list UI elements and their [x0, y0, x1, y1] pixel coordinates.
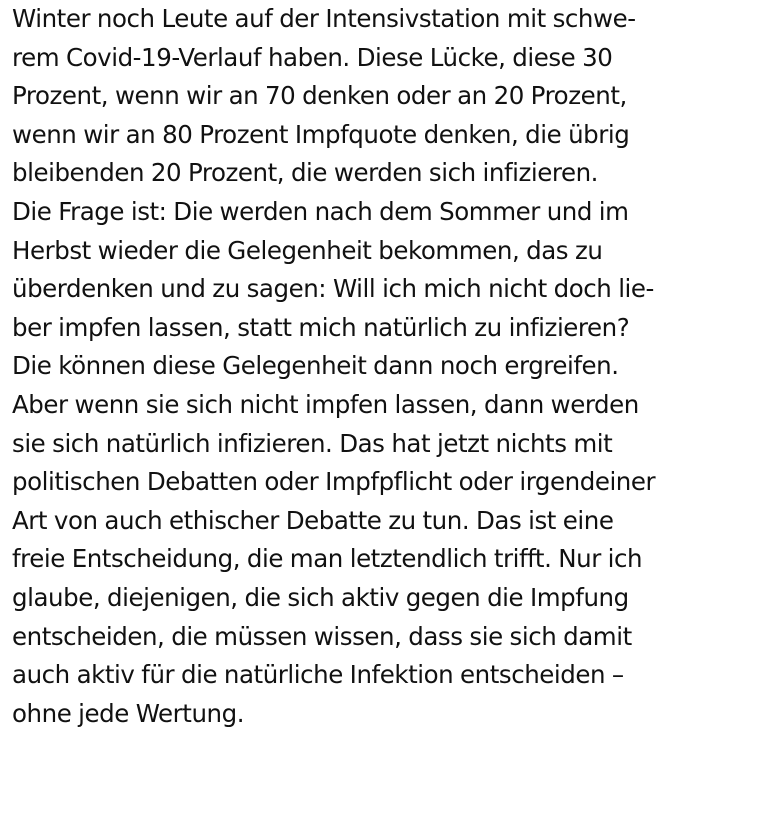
text-line: Die Frage ist: Die werden nach dem Sommer und im — [12, 196, 629, 226]
text-line: Aber wenn sie sich nicht impfen lassen, dann werden — [12, 389, 639, 419]
text-line: rem Covid-19-Verlauf haben. Diese Lücke, diese 30 — [12, 42, 613, 72]
text-line: Herbst wieder die Gelegenheit bekommen, das zu — [12, 235, 603, 265]
text-line: freie Entscheidung, die man letztendlich trifft. Nur ich — [12, 544, 643, 574]
text-line: sie sich natürlich infizieren. Das hat jetzt nichts mit — [12, 428, 613, 458]
text-line: entscheiden, die müssen wissen, dass sie sich damit — [12, 621, 632, 651]
text-line: Winter noch Leute auf der Intensivstation mit schwe- — [12, 4, 636, 33]
text-line: ohne jede Wertung. — [12, 698, 245, 728]
text-line: überdenken und zu sagen: Will ich mich nicht doch lie- — [12, 274, 654, 304]
text-line: politischen Debatten oder Impfpflicht oder irgendeiner — [12, 467, 656, 497]
text-line: Prozent, wenn wir an 70 denken oder an 20 Prozent, — [12, 81, 627, 111]
body-paragraph — [12, 0, 784, 733]
text-line: ber impfen lassen, statt mich natürlich zu infizieren? — [12, 312, 630, 342]
text-line: wenn wir an 80 Prozent Impfquote denken, die übrig — [12, 119, 630, 149]
text-line: auch aktiv für die natürliche Infektion entscheiden – — [12, 660, 624, 690]
text-line: Art von auch ethischer Debatte zu tun. Das ist eine — [12, 505, 614, 535]
text-line: bleibenden 20 Prozent, die werden sich infizieren. — [12, 158, 599, 188]
text-line: glaube, diejenigen, die sich aktiv gegen die Impfung — [12, 582, 629, 612]
text-line: Die können diese Gelegenheit dann noch ergreifen. — [12, 351, 619, 381]
